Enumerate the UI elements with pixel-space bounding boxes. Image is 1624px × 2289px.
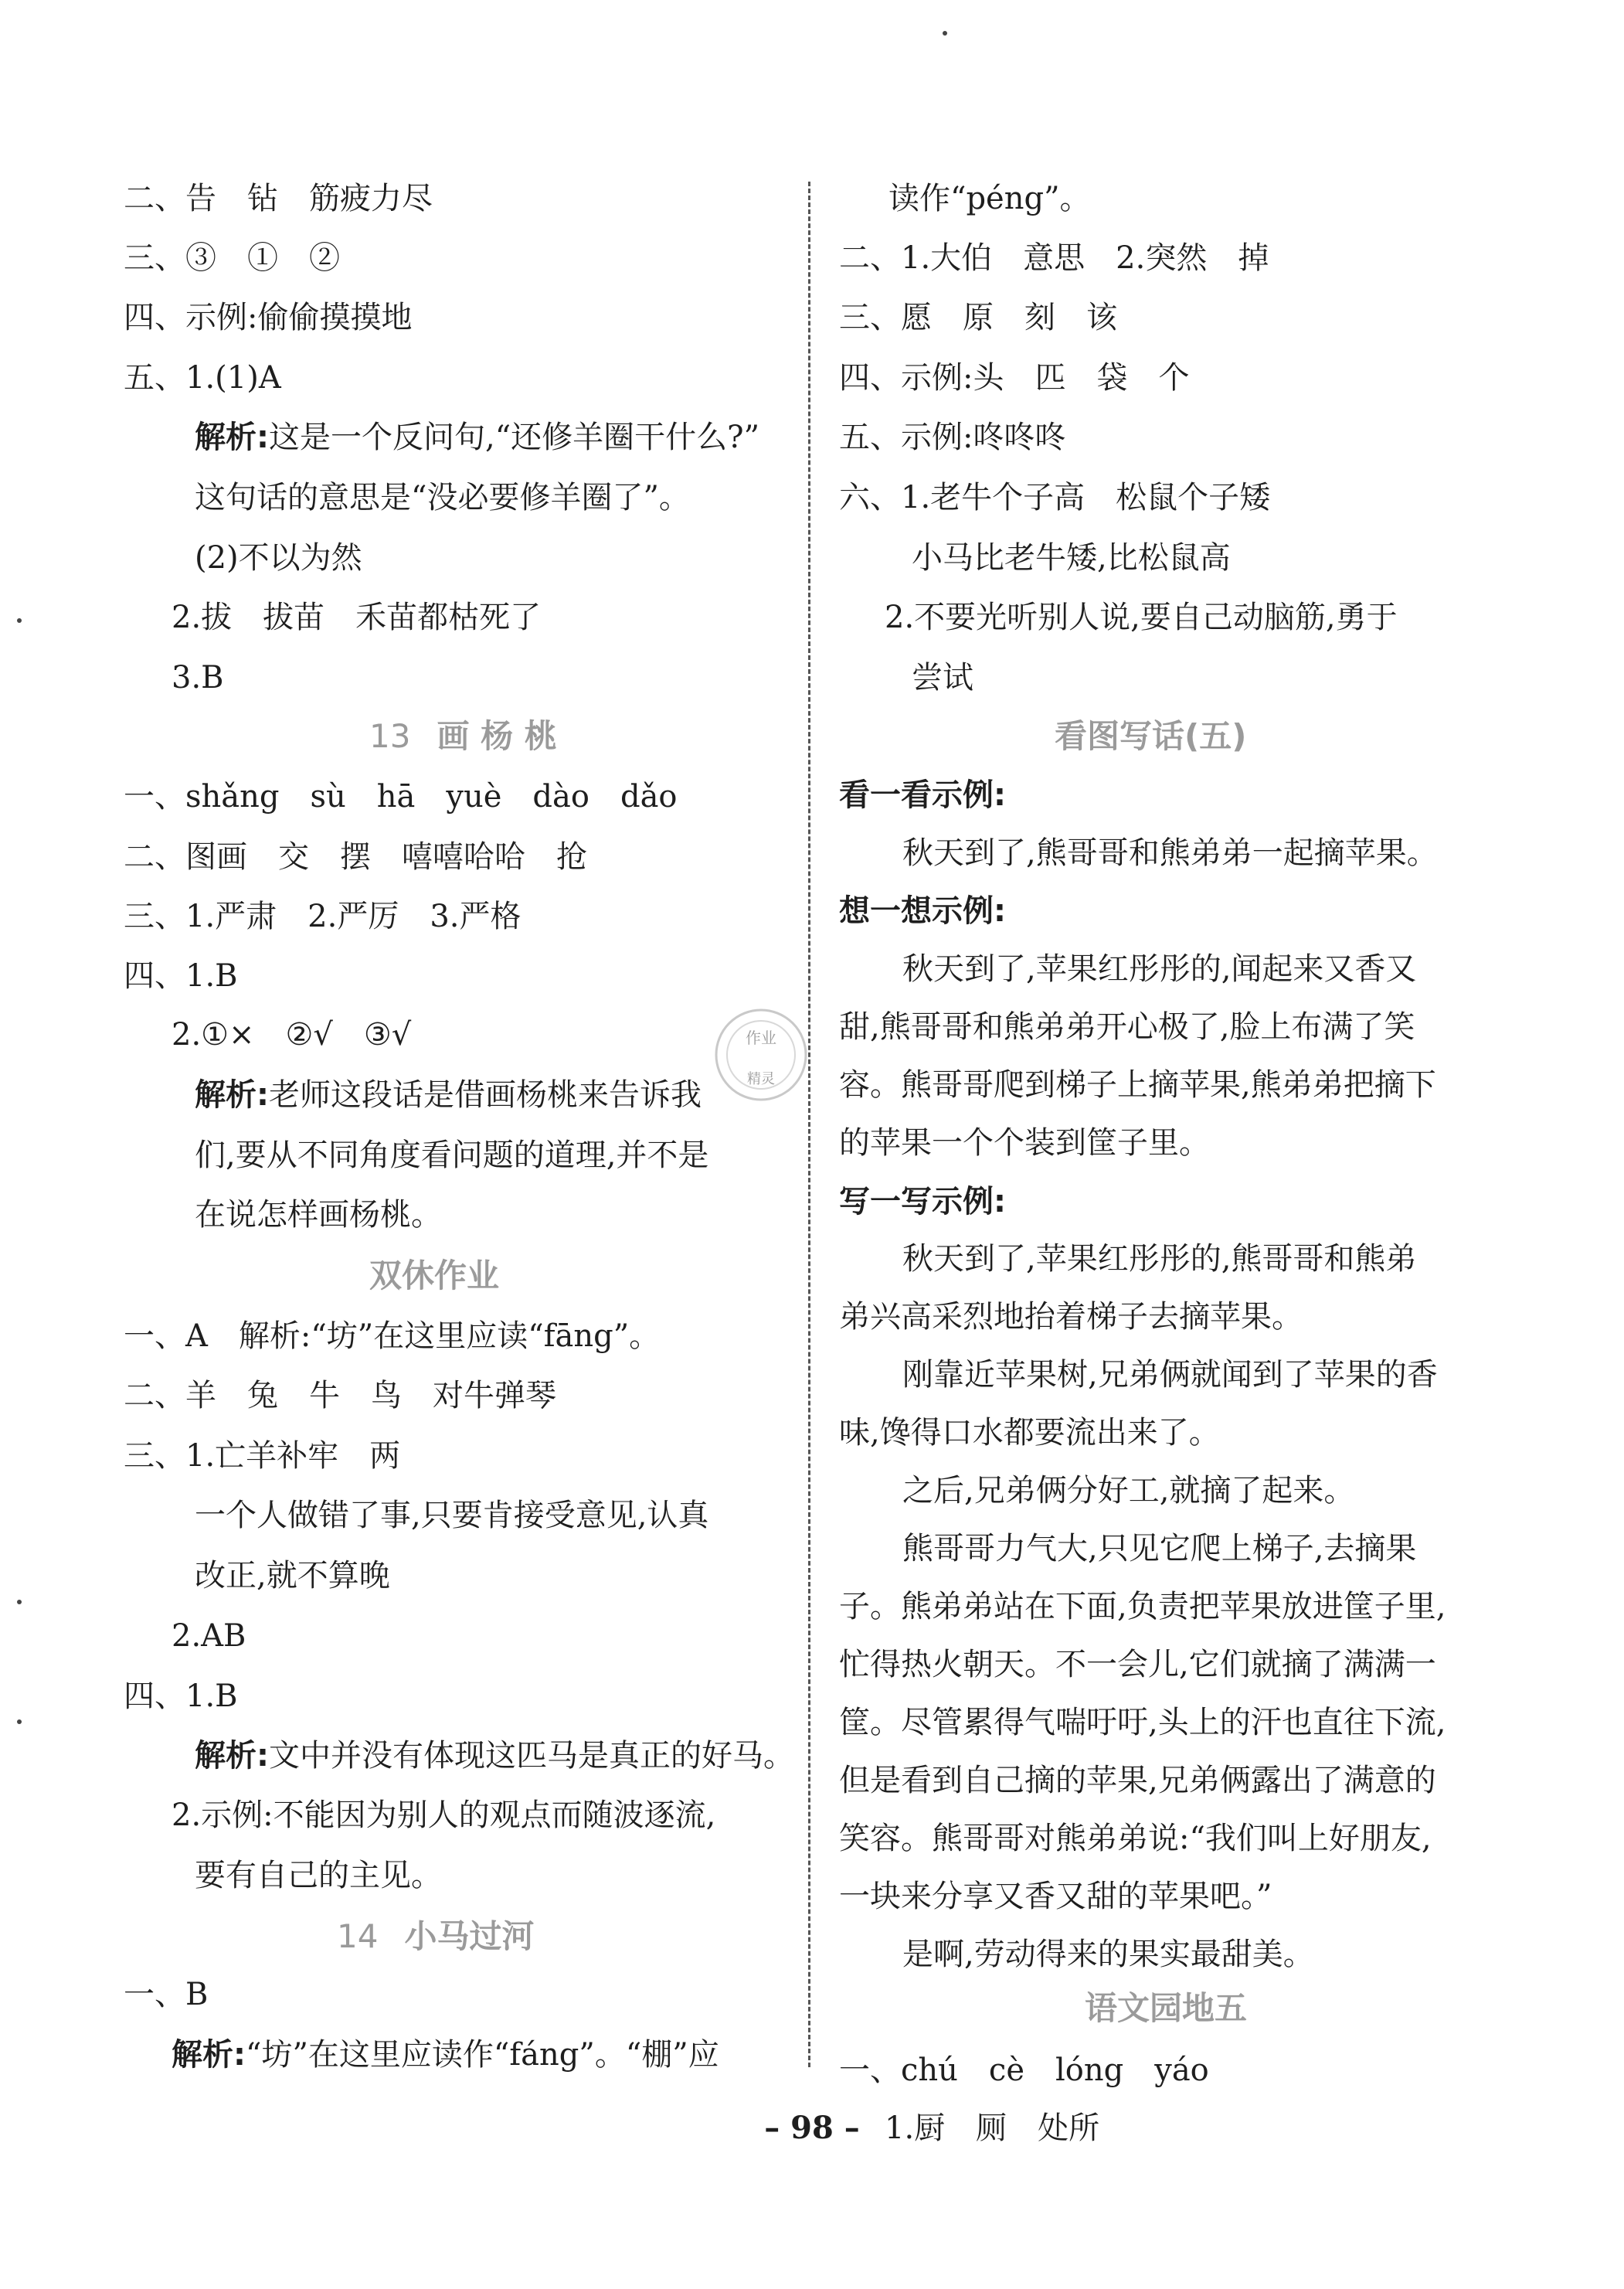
section-heading: [369, 1253, 499, 1298]
answer-line: 小马比老牛矮,比松鼠高: [912, 540, 1231, 576]
answer-line: 尝试: [912, 660, 973, 696]
section-heading: [369, 714, 557, 759]
answer-line: 秋天到了,苹果红彤彤的,闻起来又香又: [902, 951, 1417, 987]
answer-line: 2.示例:不能因为别人的观点而随波逐流,: [172, 1798, 716, 1833]
answer-line: 弟兴高采烈地抬着梯子去摘苹果。: [839, 1299, 1303, 1335]
section-title: 语文园地五: [1085, 1989, 1248, 2027]
explanation-text: 老师这段话是借画杨桃来告诉我: [269, 1077, 702, 1113]
answer-line: 四、示例:头 匹 袋 个: [839, 360, 1190, 396]
section-title: 画 杨 桃: [437, 717, 557, 755]
answer-line: 一、shǎng sù hā yuè dào dǎo: [124, 779, 678, 815]
answer-line: 甜,熊哥哥和熊弟弟开心极了,脸上布满了笑: [839, 1009, 1415, 1045]
example-label: 写一写示例:: [839, 1184, 1006, 1219]
answer-line: 三、愿 原 刻 该: [839, 300, 1117, 335]
section-heading: [1085, 1986, 1247, 2031]
answer-line: 2.不要光听别人说,要自己动脑筋,勇于: [885, 600, 1398, 635]
answer-line: 笑容。熊哥哥对熊弟弟说:“我们叫上好朋友,: [839, 1821, 1432, 1856]
explanation-label: 解析:: [195, 1077, 269, 1113]
answer-line: 的苹果一个个装到筐子里。: [839, 1125, 1210, 1161]
answer-line: 四、1.B: [124, 958, 238, 994]
explanation-line: [172, 2032, 719, 2077]
answer-line: 是啊,劳动得来的果实最甜美。: [902, 1937, 1314, 1972]
answer-line: 二、图画 交 摆 嘻嘻哈哈 抢: [124, 839, 587, 875]
answer-line: 三、1.亡羊补牢 两: [124, 1438, 401, 1474]
answer-line: 筐。尽管累得气喘吁吁,头上的汗也直往下流,: [839, 1705, 1446, 1740]
answer-line: 子。熊弟弟站在下面,负责把苹果放进筐子里,: [839, 1589, 1446, 1624]
section-title: 小马过河: [404, 1917, 535, 1955]
answer-line: 四、示例:偷偷摸摸地: [124, 300, 413, 335]
section-heading: [337, 1914, 534, 1959]
section-heading: [1055, 714, 1246, 759]
answer-line: 3.B: [172, 660, 224, 696]
answer-line: 但是看到自己摘的苹果,兄弟俩露出了满意的: [839, 1763, 1436, 1798]
section-title: 看图写话(五): [1055, 717, 1247, 755]
answer-line: 要有自己的主见。: [195, 1858, 442, 1893]
answer-line: 一个人做错了事,只要肯接受意见,认真: [195, 1498, 709, 1533]
answer-line: 2.拔 拔苗 禾苗都枯死了: [172, 600, 542, 635]
answer-line: (2)不以为然: [195, 540, 362, 576]
example-label: 想一想示例:: [839, 893, 1006, 929]
column-divider: [808, 182, 810, 2067]
answer-line: 2.AB: [172, 1618, 246, 1654]
answer-line: 秋天到了,苹果红彤彤的,熊哥哥和熊弟: [902, 1241, 1417, 1277]
answer-line: 1.厨 厕 处所: [885, 2110, 1100, 2146]
scan-dot: [17, 618, 22, 623]
answer-line: 五、1.(1)A: [124, 360, 281, 396]
explanation-line: [195, 1073, 702, 1117]
answer-line: 一、chú cè lóng yáo: [839, 2053, 1209, 2088]
explanation-text: “坊”在这里应读作“fáng”。“棚”应: [246, 2037, 719, 2073]
section-number: 13: [369, 717, 411, 755]
answer-line: 刚靠近苹果树,兄弟俩就闻到了苹果的香: [902, 1357, 1438, 1393]
svg-text:作业: 作业: [746, 1029, 776, 1047]
explanation-text: 文中并没有体现这匹马是真正的好马。: [269, 1738, 794, 1774]
answer-line: 们,要从不同角度看问题的道理,并不是: [195, 1138, 709, 1173]
explanation-label: 解析:: [195, 1738, 269, 1774]
answer-line: 改正,就不算晚: [195, 1558, 390, 1593]
answer-line: 三、1.严肃 2.严厉 3.严格: [124, 899, 522, 934]
answer-line: 味,馋得口水都要流出来了。: [839, 1415, 1220, 1451]
answer-line: 容。熊哥哥爬到梯子上摘苹果,熊弟弟把摘下: [839, 1067, 1436, 1103]
answer-line: 五、示例:咚咚咚: [839, 420, 1066, 455]
answer-line: 之后,兄弟俩分好工,就摘了起来。: [902, 1473, 1355, 1508]
section-title: 双休作业: [369, 1257, 500, 1294]
svg-text:精灵: 精灵: [747, 1071, 775, 1087]
explanation-label: 解析:: [195, 420, 269, 455]
answer-line: 三、③ ① ②: [124, 240, 340, 276]
answer-line: 一、B: [124, 1977, 209, 2012]
explanation-label: 解析:: [172, 2037, 246, 2073]
scan-dot: [17, 1600, 22, 1604]
watermark-stamp-icon: [703, 997, 819, 1113]
answer-line: 忙得热火朝天。不一会儿,它们就摘了满满一: [839, 1647, 1436, 1682]
answer-line: 2.①× ②√ ③√: [172, 1017, 412, 1053]
explanation-line: [195, 415, 759, 460]
answer-line: 二、告 钻 筋疲力尽: [124, 181, 433, 216]
answer-line: 读作“péng”。: [888, 181, 1091, 216]
answer-line: 二、羊 兔 牛 鸟 对牛弹琴: [124, 1378, 556, 1413]
explanation-text: 这是一个反问句,“还修羊圈干什么?”: [269, 420, 760, 455]
answer-line: 四、1.B: [124, 1678, 238, 1714]
answer-line: 二、1.大伯 意思 2.突然 掉: [839, 240, 1269, 276]
answer-line: 熊哥哥力气大,只见它爬上梯子,去摘果: [902, 1531, 1417, 1566]
scan-dot: [17, 1719, 22, 1724]
scan-dot: [943, 31, 947, 36]
answer-line: 一块来分享又香又甜的苹果吧。”: [839, 1879, 1272, 1914]
answer-line: 这句话的意思是“没必要修羊圈了”。: [195, 480, 690, 515]
section-number: 14: [337, 1917, 379, 1955]
answer-line: 秋天到了,熊哥哥和熊弟弟一起摘苹果。: [902, 835, 1438, 871]
answer-line: 一、A 解析:“坊”在这里应读“fāng”。: [124, 1318, 661, 1354]
explanation-line: [195, 1733, 794, 1778]
page-number: – 98 –: [764, 2110, 860, 2146]
answer-line: 六、1.老牛个子高 松鼠个子矮: [839, 480, 1271, 515]
example-label: 看一看示例:: [839, 777, 1006, 813]
answer-line: 在说怎样画杨桃。: [195, 1197, 442, 1233]
